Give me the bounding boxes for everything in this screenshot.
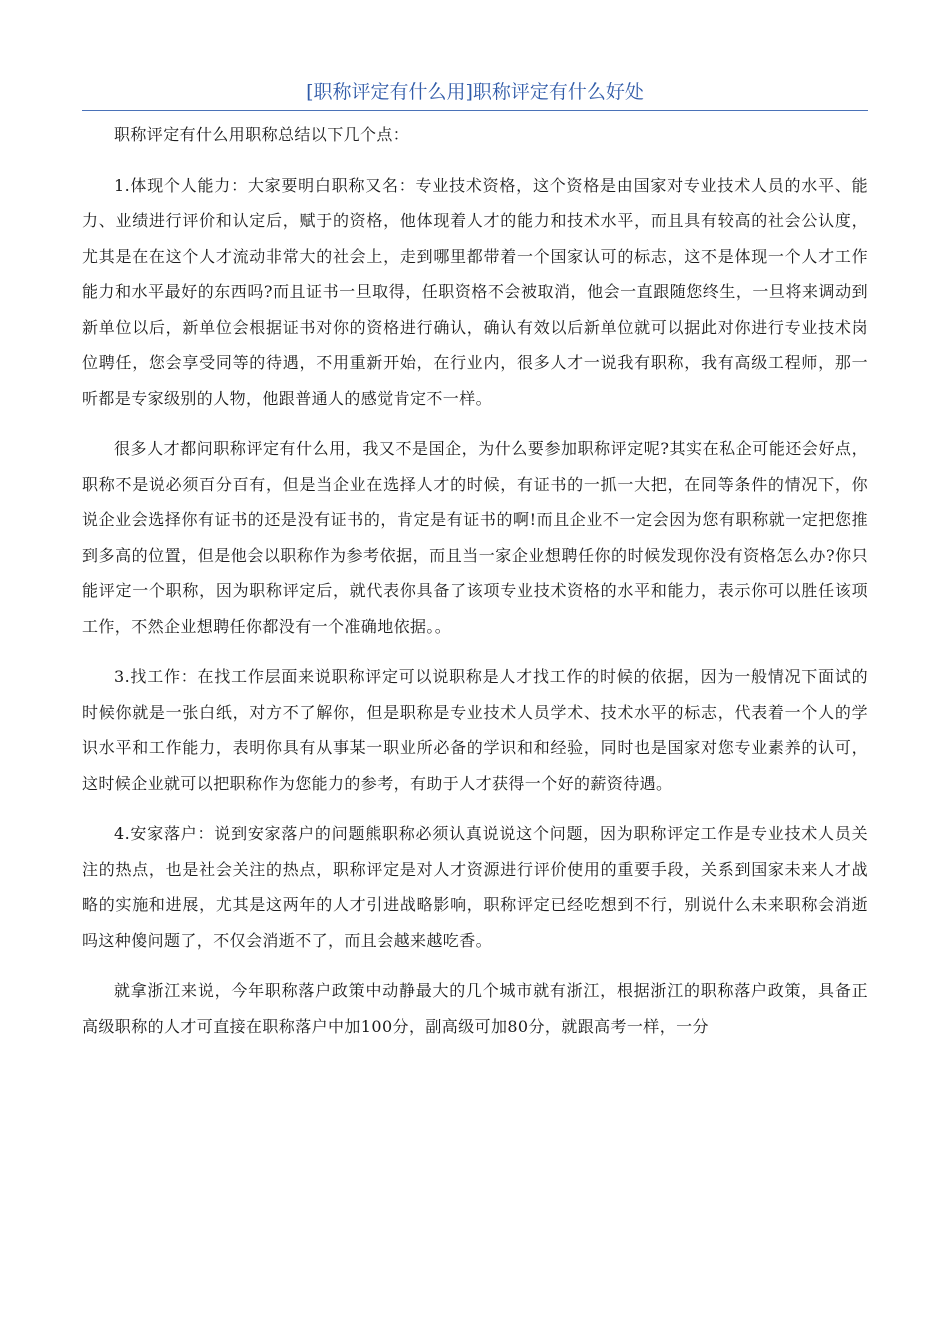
paragraph-zhejiang: 就拿浙江来说，今年职称落户政策中动静最大的几个城市就有浙江，根据浙江的职称落户政策，具备正高级职称的人才可直接在职称落户中加100分，副高级可加80分，就跟高考一样，一分 [82, 981, 868, 1036]
paragraph-intro: 职称评定有什么用职称总结以下几个点： [114, 125, 410, 144]
document-title: [职称评定有什么用]职称评定有什么好处 [82, 76, 868, 111]
paragraph-settlement: 4.安家落户：说到安家落户的问题熊职称必须认真说说这个问题，因为职称评定工作是专业技术人员关注的热点，也是社会关注的热点，职称评定是对人才资源进行评价使用的重要手段，关系到国家未来人才战略的实施和进展，尤其是这两年的人才引进战略影响，职称评定已经吃想到不行，别说什么未来职称会消逝吗这种傻问题了，不仅会消逝不了，而且会越来越吃香。 [82, 824, 868, 950]
paragraph-job-search: 3.找工作：在找工作层面来说职称评定可以说职称是人才找工作的时候的依据，因为一般情况下面试的时候你就是一张白纸，对方不了解你，但是职称是专业技术人员学术、技术水平的标志，代表着一个人的学识水平和工作能力，表明你具有从事某一职业所必备的学识和和经验，同时也是国家对您专业素养的认可，这时候企业就可以把职称作为您能力的参考，有助于人才获得一个好的薪资待遇。 [82, 667, 868, 793]
paragraph-personal-ability: 1.体现个人能力：大家要明白职称又名：专业技术资格，这个资格是由国家对专业技术人员的水平、能力、业绩进行评价和认定后，赋于的资格，他体现着人才的能力和技术水平，而且具有较高的社会公认度，尤其是在在这个人才流动非常大的社会上，走到哪里都带着一个国家认可的标志，这不是体现一个人才工作能力和水平最好的东西吗?而且证书一旦取得，任职资格不会被取消，他会一直跟随您终生，一旦将来调动到新单位以后，新单位会根据证书对你的资格进行确认，确认有效以后新单位就可以据此对你进行专业技术岗位聘任，您会享受同等的待遇，不用重新开始，在行业内，很多人才一说我有职称，我有高级工程师，那一听都是专家级别的人物，他跟普通人的感觉肯定不一样。 [82, 175, 868, 408]
document-page [82, 76, 868, 1059]
paragraph-private-enterprise: 很多人才都问职称评定有什么用，我又不是国企，为什么要参加职称评定呢?其实在私企可能还会好点，职称不是说必须百分百有，但是当企业在选择人才的时候，有证书的一抓一大把，在同等条件的情况下，你说企业会选择你有证书的还是没有证书的，肯定是有证书的啊!而且企业不一定会因为您有职称就一定把您推到多高的位置，但是他会以职称作为参考依据，而且当一家企业想聘任你的时候发现你没有资格怎么办?你只能评定一个职称，因为职称评定后，就代表你具备了该项专业技术资格的水平和能力，表示你可以胜任该项工作，不然企业想聘任你都没有一个准确地依据。。 [82, 439, 868, 636]
